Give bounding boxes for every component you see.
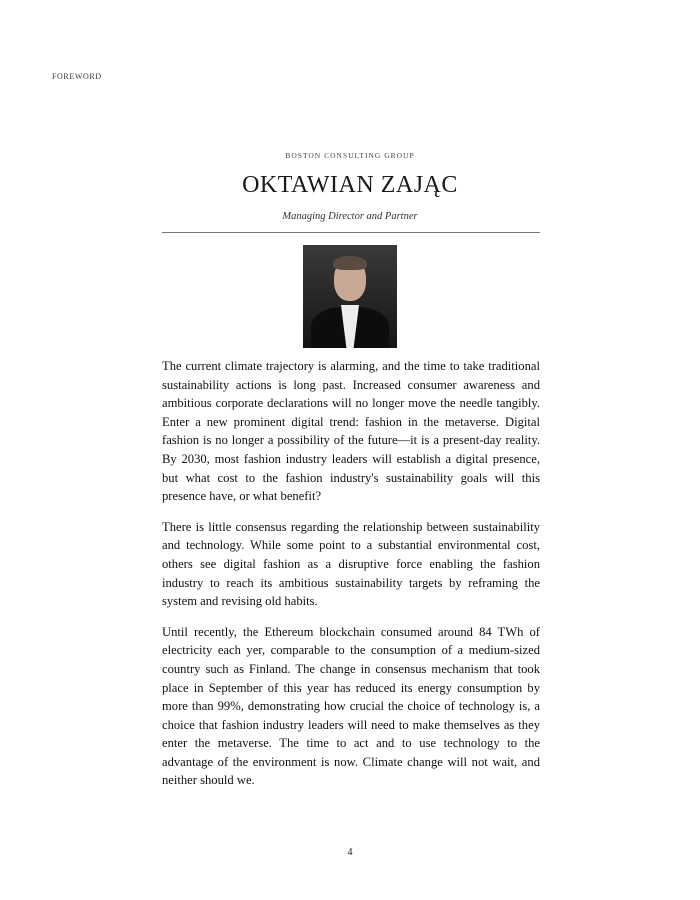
paragraph: The current climate trajectory is alarming, and the time to take traditional sustainability actions is long past. Increased consumer awareness and ambitious corporate declarations will no longer move the needle tangibly. Enter a new prominent digital trend: fashion in the metaverse. Digital fashion is no longer a possibility of the future—it is a present-day reality. By 2030, most fashion industry leaders will establish a digital presence, but what cost to the fashion industry's sustainability goals will this presence have, or what benefit? [162,359,540,504]
author-portrait [303,245,397,348]
author-role: Managing Director and Partner [282,211,418,222]
paragraph: Until recently, the Ethereum blockchain consumed around 84 TWh of electricity each yer, comparable to the consumption of a medium-sized country such as Finland. The change in consensus mechanism that took place in September of this year has reduced its energy consumption by more than 99%, demonstrating how crucial the choice of technology is, a choice that fashion industry leaders will need to make themselves as they enter the metaverse. The time to act and to use technology to the advantage of the environment is now. Climate change will not wait, and neither should we. [162,624,540,788]
paragraph: There is little consensus regarding the relationship between sustainability and technology. While some point to a substantial environmental cost, others see digital fashion as a disruptive force enabling the fashion industry to reach its ambitious sustainability targets by reframing the system and revising old habits. [162,519,540,609]
organization-name: BOSTON CONSULTING GROUP [285,151,415,160]
foreword-body [162,357,540,802]
author-name: OKTAWIAN ZAJĄC [242,172,458,198]
section-label: FOREWORD [52,72,102,81]
page-number: 4 [347,847,353,858]
divider [162,232,540,233]
